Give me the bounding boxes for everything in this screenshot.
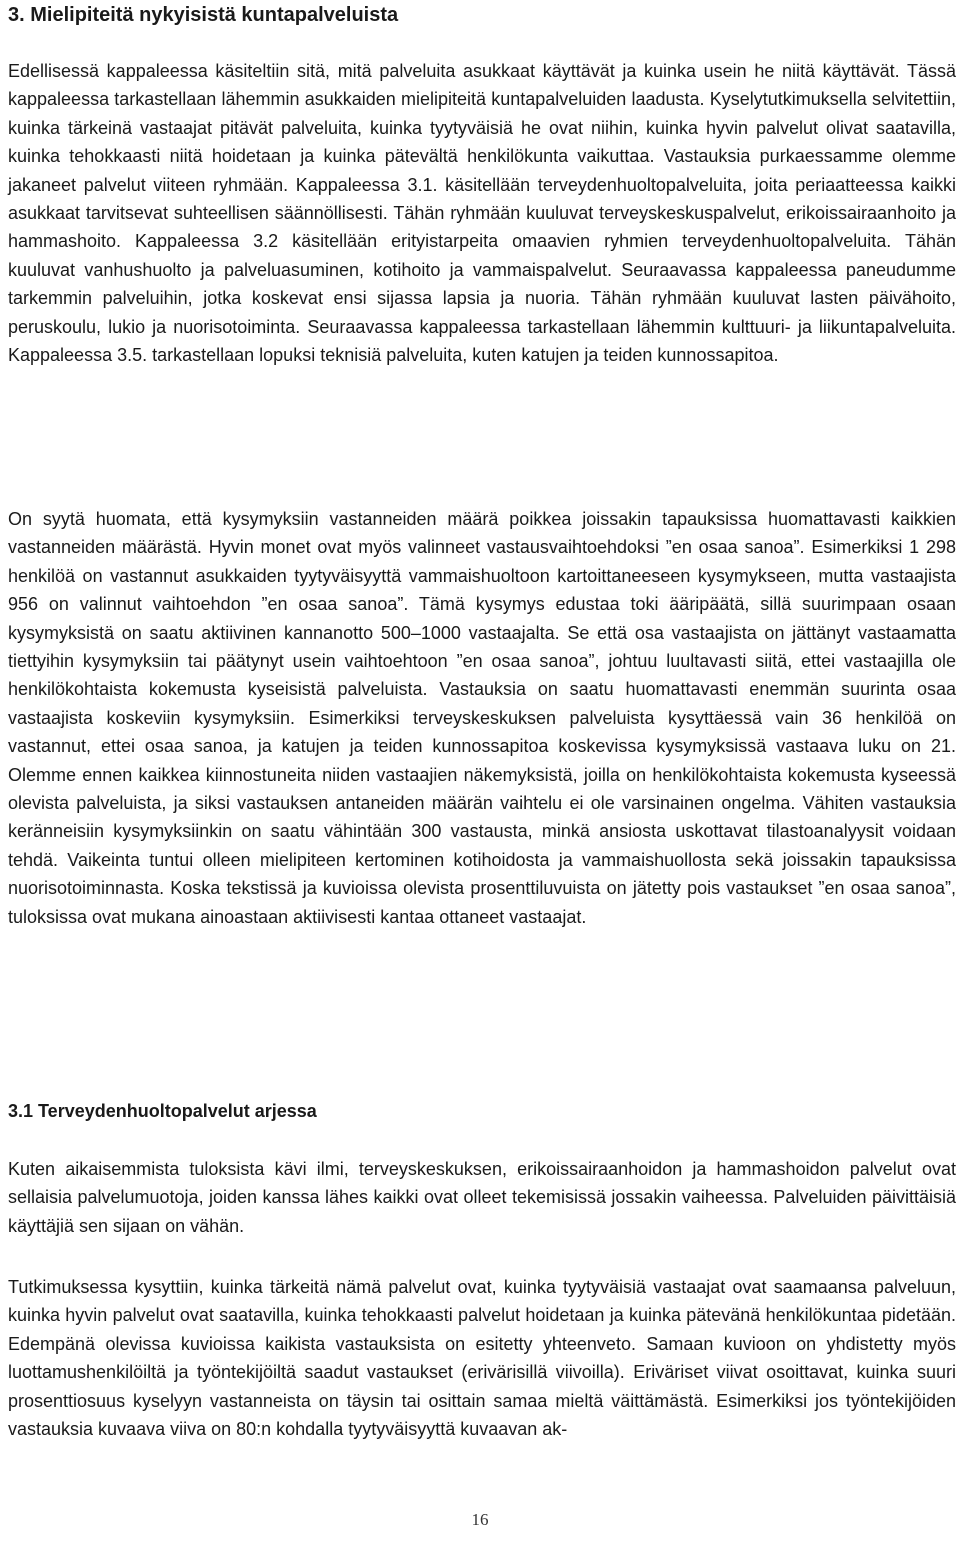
- subsection-heading: 3.1 Terveydenhuoltopalvelut arjessa: [8, 1101, 317, 1121]
- section-heading: 3. Mielipiteitä nykyisistä kuntapalveluista: [8, 4, 399, 26]
- subsection-paragraph-2: Tutkimuksessa kysyttiin, kuinka tärkeitä nämä palvelut ovat, kuinka tyytyväisiä vastaajat ovat saamaansa palveluun, kuinka hyvin palvelut ovat saatavilla, kuinka tehokkaasti palvelut hoidetaan ja kuinka pätevänä henkilökuntaa pidetään. Edempänä olevissa kuvioissa kaikista vastauksista on esitetty yhteenveto. Samaan kuvioon on yhdistetty myös luottamushenkilöiltä ja työntekijöiltä saadut vastaukset (erivärisillä viivoilla). Eriväriset viivat osoittavat, kuinka suuri prosenttiosuus kyselyyn vastanneista on täysin tai osittain samaa mieltä väittämästä. Esimerkiksi jos työntekijöiden vastauksia kuvaava viiva on 80:n kohdalla tyytyväisyyttä kuvaavan ak-: [8, 1277, 956, 1440]
- subsection-paragraph-1: Kuten aikaisemmista tuloksista kävi ilmi, terveyskeskuksen, erikoissairaanhoidon ja hammashoidon palvelut ovat sellaisia palvelumuotoja, joiden kanssa lähes kaikki ovat olleet tekemisissä jossakin vaiheessa. Palveluiden päivittäisiä käyttäjiä sen sijaan on vähän.: [8, 1159, 956, 1236]
- page-number: 16: [471, 1510, 489, 1529]
- intro-paragraph: Edellisessä kappaleessa käsiteltiin sitä, mitä palveluita asukkaat käyttävät ja kuinka usein he niitä käyttävät. Tässä kappaleessa tarkastellaan lähemmin asukkaiden mielipiteitä kuntapalveluiden laadusta. Kyselytutkimuksella selvitettiin, kuinka tärkeinä vastaajat pitävät palveluita, kuinka tyytyväisiä he ovat niihin, kuinka hyvin palvelut olivat saatavilla, kuinka tehokkaasti niitä hoidetaan ja kuinka pätevältä henkilökunta vaikuttaa. Vastauksia purkaessamme olemme jakaneet palvelut viiteen ryhmään. Kappaleessa 3.1. käsitellään terveydenhuoltopalveluita, joita periaatteessa kaikki asukkaat tarvitsevat suhteellisen säännöllisesti. Tähän ryhmään kuuluvat terveyskeskuspalvelut, erikoissairaanhoito ja hammashoito. Kappaleessa 3.2 käsitellään erityistarpeita omaavien ryhmien terveydenhuoltopalveluita. Tähän kuuluvat vanhushuolto ja palveluasuminen, kotihoito ja vammaispalvelut. Seuraavassa kappaleessa paneudumme tarkemmin palveluihin, jotka koskevat ensi sijassa lapsia ja nuoria. Tähän ryhmään kuuluvat lasten päivähoito, peruskoulu, lukio ja nuorisotoiminta. Seuraavassa kappaleessa tarkastellaan lähemmin kulttuuri- ja liikuntapalveluita. Kappaleessa 3.5. tarkastellaan lopuksi teknisiä palveluita, kuten katujen ja teiden kunnossapitoa.: [8, 61, 956, 366]
- response-note-paragraph: On syytä huomata, että kysymyksiin vastanneiden määrä poikkea joissakin tapauksissa huomattavasti kaikkien vastanneiden määrästä. Hyvin monet ovat myös valinneet vastausvaihtoehdoksi ”en osaa sanoa”. Esimerkiksi 1 298 henkilöä on vastannut asukkaiden tyytyväisyyttä vammaishuoltoon kartoittaneeseen kysymykseen, mutta vastaajista 956 on valinnut vaihtoehdon ”en osaa sanoa”. Tämä kysymys edustaa toki ääripäätä, sillä suurimpaan osaan kysymyksistä on saatu aktiivinen kannanotto 500–1000 vastaajalta. Se että osa vastaajista on jättänyt vastaamatta tiettyihin kysymyksiin tai päätynyt usein vaihtoehtoon ”en osaa sanoa”, johtuu luultavasti siitä, ettei vastaajilla ole henkilökohtaista kokemusta kyseisistä palveluista. Vastauksia on saatu huomattavasti enemmän suurinta osaa vastaajista koskeviin kysymyksiin. Esimerkiksi terveyskeskuksen palveluista kysyttäessä vain 36 henkilöä on vastannut, ettei osaa sanoa, ja katujen ja teiden kunnossapitoa koskevissa kysymyksissä vastaava luku on 21. Olemme ennen kaikkea kiinnostuneita niiden vastaajien näkemyksistä, joilla on henkilökohtaista kokemusta kyseessä olevista palveluista, ja siksi vastauksen antaneiden määrän vaihtelu ei ole varsinainen ongelma. Vähiten vastauksia keränneisiin kysymyksiinkin on saatu vähintään 300 vastausta, minkä ansiosta uskottavat tilastoanalyysit voidaan tehdä. Vaikeinta tuntui olleen mielipiteen kertominen kotihoidosta ja vammaishuollosta sekä joissakin tapauksissa nuorisotoiminnasta. Koska tekstissä ja kuvioissa olevista prosenttiluvuista on jätetty pois vastaukset ”en osaa sanoa”, tuloksissa ovat mukana ainoastaan aktiivisesti kantaa ottaneet vastaajat.: [8, 509, 956, 927]
